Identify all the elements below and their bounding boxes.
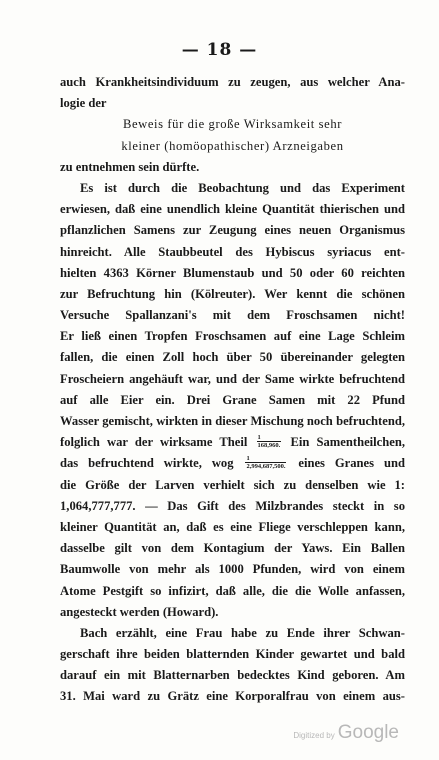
text-line: auf alle Eier ein. Drei Grane Samen mit 22 Pfund bbox=[60, 392, 405, 407]
text-line-with-fraction bbox=[60, 432, 405, 453]
text-line: darauf ein mit Blatternarben bedecktes Kind geboren. Am bbox=[60, 668, 405, 683]
text-line: fallen, die einen Zoll hoch über 50 übereinander gelegten bbox=[60, 350, 405, 365]
text-line: Bach erzählt, eine Frau habe zu Ende ihrer Schwan- bbox=[80, 625, 405, 640]
text-line-with-fraction bbox=[60, 453, 405, 474]
text-line: 1,064,777,777. — Das Gift des Milzbrandes steckt in so bbox=[60, 498, 405, 513]
text-line: pflanzlichen Samens zur Zeugung eines neuen Organismus bbox=[60, 223, 405, 238]
text-fragment: Ein Samentheilchen, bbox=[290, 435, 406, 450]
heading-line: kleiner (homöopathischer) Arzneigaben bbox=[121, 138, 344, 153]
text-fragment: das befruchtend wirkte, wog bbox=[60, 456, 234, 471]
page-number: — 18 — bbox=[181, 40, 258, 60]
text-line: hielten 4363 Körner Blumenstaub und 50 oder 60 reichten bbox=[60, 265, 405, 280]
text-line: Wasser gemischt, wirkten in dieser Mischung noch befruchtend, bbox=[60, 414, 405, 428]
fraction bbox=[257, 434, 282, 449]
fraction-denominator: 168,960. bbox=[257, 441, 281, 449]
text-line: angesteckt werden (Howard). bbox=[60, 604, 219, 619]
watermark-prefix: Digitized by bbox=[293, 731, 335, 740]
text-line: auch Krankheitsindividuum zu zeugen, aus welcher Ana- bbox=[60, 75, 405, 89]
text-line: Atome Pestgift so infizirt, daß alle, die die Wolle anfassen, bbox=[60, 583, 405, 598]
text-line: Versuche Spallanzani's mit dem Froschsamen nicht! bbox=[60, 308, 405, 323]
fraction bbox=[245, 455, 286, 470]
text-fragment: folglich war der wirksame Theil bbox=[60, 435, 248, 450]
text-line: Froscheiern angehäuft war, und der Same wirkte befruchtend bbox=[60, 371, 405, 386]
body-text bbox=[60, 72, 405, 708]
text-line: kleiner Quantität an, daß es eine Fliege verschleppen kann, bbox=[60, 519, 405, 534]
text-line: dasselbe gilt von dem Kontagium der Yaws. Ein Ballen bbox=[60, 541, 405, 556]
text-line: logie der bbox=[60, 96, 107, 111]
text-line: zur Befruchtung hin (Kölreuter). Wer kennt die schönen bbox=[60, 286, 405, 301]
text-line: gerschaft ihre beiden blatternden Kinder gewartet und bald bbox=[60, 647, 405, 662]
text-line: die Größe der Larven verhielt sich zu denselben wie 1: bbox=[60, 477, 405, 492]
fraction-denominator: 2,994,687,500. bbox=[246, 462, 286, 470]
text-line: zu entnehmen sein dürfte. bbox=[60, 159, 200, 174]
text-line: Er ließ einen Tropfen Froschsamen auf eine Lage Schleim bbox=[60, 329, 405, 344]
text-line: 31. Mai ward zu Grätz eine Korporalfrau von einem aus- bbox=[60, 689, 405, 704]
fraction-numerator: 1 bbox=[245, 455, 286, 463]
text-fragment: eines Granes und bbox=[298, 456, 405, 471]
text-line: hinreicht. Alle Staubbeutel des Hybiscus syriacus ent- bbox=[60, 244, 405, 259]
text-line: erwiesen, daß eine unendlich kleine Quantität thierischen und bbox=[60, 202, 405, 217]
google-logo: Google bbox=[337, 722, 399, 743]
heading-line: Beweis für die große Wirksamkeit sehr bbox=[122, 117, 343, 132]
text-line: Es ist durch die Beobachtung und das Experiment bbox=[80, 180, 405, 195]
fraction-numerator: 1 bbox=[257, 434, 282, 442]
text-line: Baumwolle von mehr als 1000 Pfunden, wird von einem bbox=[60, 562, 405, 577]
digitized-watermark bbox=[293, 722, 399, 744]
